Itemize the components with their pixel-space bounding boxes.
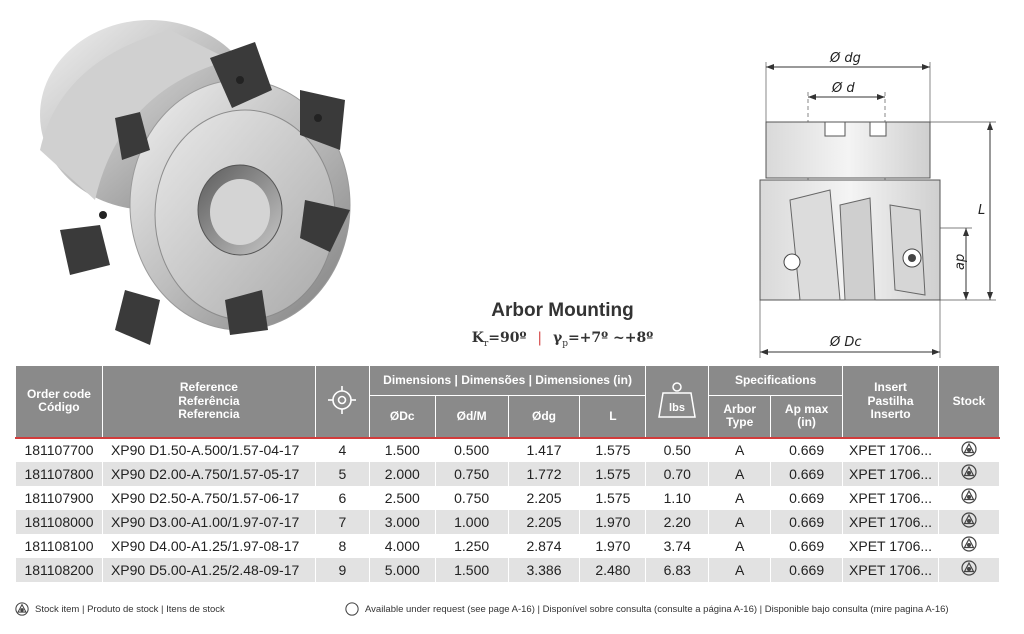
cell-dg: 2.205 <box>508 510 580 534</box>
table-row <box>16 438 1000 462</box>
cell-stock <box>939 486 1000 510</box>
legend-stock-text: Stock item | Produto de stock | Itens de stock <box>35 603 225 615</box>
cell-code: 181107700 <box>16 438 103 462</box>
cell-code: 181107900 <box>16 486 103 510</box>
kappa-symbol: K <box>471 330 484 346</box>
cell-dc: 2.000 <box>369 462 435 486</box>
cell-ap: 0.669 <box>771 534 843 558</box>
cell-teeth: 4 <box>315 438 369 462</box>
cell-arbor: A <box>709 510 771 534</box>
cell-l: 1.575 <box>580 438 646 462</box>
cell-insert: XPET 1706... <box>843 510 939 534</box>
cell-dm: 1.000 <box>435 510 508 534</box>
cell-arbor: A <box>709 438 771 462</box>
table-row <box>16 510 1000 534</box>
cell-dg: 2.874 <box>508 534 580 558</box>
cell-code: 181107800 <box>16 462 103 486</box>
header-arbor-type: Arbor Type <box>709 396 771 438</box>
section-title: Arbor Mounting <box>491 300 634 321</box>
header-teeth <box>315 366 369 438</box>
cell-stock <box>939 558 1000 582</box>
cell-dm: 1.250 <box>435 534 508 558</box>
header-weight <box>646 366 709 438</box>
header-insert: Insert Pastilha Inserto <box>843 366 939 438</box>
header-specifications: Specifications <box>709 366 843 396</box>
header-dc: ØDc <box>369 396 435 438</box>
cell-dc: 1.500 <box>369 438 435 462</box>
cell-ap: 0.669 <box>771 438 843 462</box>
gamma-symbol: γ <box>552 330 563 346</box>
angle-spec <box>450 330 675 349</box>
spec-table <box>15 365 1000 582</box>
cell-code: 181108200 <box>16 558 103 582</box>
cell-l: 1.970 <box>580 534 646 558</box>
cell-dg: 3.386 <box>508 558 580 582</box>
L-label: L <box>978 203 986 218</box>
cell-lbs: 1.10 <box>646 486 709 510</box>
header-ap-max: Ap max (in) <box>771 396 843 438</box>
stock-item-icon <box>961 512 977 528</box>
cell-lbs: 2.20 <box>646 510 709 534</box>
cell-dm: 0.750 <box>435 486 508 510</box>
gamma-value: =+7º ~+8º <box>567 330 654 346</box>
cell-teeth: 9 <box>315 558 369 582</box>
cell-lbs: 0.50 <box>646 438 709 462</box>
cell-reference: XP90 D5.00-A1.25/2.48-09-17 <box>102 558 315 582</box>
ap-label: ap <box>953 253 968 270</box>
header-order-code: Order code Código <box>16 366 103 438</box>
cell-stock <box>939 438 1000 462</box>
cell-dc: 3.000 <box>369 510 435 534</box>
kappa-sub: r <box>483 338 489 349</box>
legend-request <box>345 602 949 616</box>
weight-unit: lbs <box>669 401 686 414</box>
legend-stock <box>15 602 225 616</box>
cell-dc: 4.000 <box>369 534 435 558</box>
cell-code: 181108100 <box>16 534 103 558</box>
cell-insert: XPET 1706... <box>843 486 939 510</box>
cell-dm: 1.500 <box>435 558 508 582</box>
cell-l: 1.575 <box>580 486 646 510</box>
Dc-label: Ø Dc <box>830 335 862 350</box>
cell-arbor: A <box>709 558 771 582</box>
cell-ap: 0.669 <box>771 510 843 534</box>
cell-insert: XPET 1706... <box>843 558 939 582</box>
technical-drawing <box>760 51 996 358</box>
cell-dm: 0.750 <box>435 462 508 486</box>
gamma-sub: p <box>562 338 568 349</box>
table-row <box>16 462 1000 486</box>
cell-ap: 0.669 <box>771 558 843 582</box>
table-row <box>16 486 1000 510</box>
header-dimensions: Dimensions | Dimensões | Dimensiones (in) <box>369 366 646 396</box>
cell-insert: XPET 1706... <box>843 438 939 462</box>
d-label: Ø d <box>832 81 855 96</box>
stock-item-icon <box>961 560 977 576</box>
table-row <box>16 558 1000 582</box>
cell-dg: 1.417 <box>508 438 580 462</box>
cell-dg: 1.772 <box>508 462 580 486</box>
cell-reference: XP90 D2.00-A.750/1.57-05-17 <box>102 462 315 486</box>
header-dm: Ød/M <box>435 396 508 438</box>
cell-teeth: 6 <box>315 486 369 510</box>
cell-teeth: 5 <box>315 462 369 486</box>
cell-dg: 2.205 <box>508 486 580 510</box>
on-request-icon <box>345 602 359 616</box>
section-heading <box>450 300 675 349</box>
cell-reference: XP90 D1.50-A.500/1.57-04-17 <box>102 438 315 462</box>
cell-l: 2.480 <box>580 558 646 582</box>
cell-insert: XPET 1706... <box>843 534 939 558</box>
cell-arbor: A <box>709 534 771 558</box>
cell-ap: 0.669 <box>771 462 843 486</box>
cell-reference: XP90 D4.00-A1.25/1.97-08-17 <box>102 534 315 558</box>
cell-insert: XPET 1706... <box>843 462 939 486</box>
cell-stock <box>939 510 1000 534</box>
header-reference: Reference Referência Referencia <box>102 366 315 438</box>
cell-dc: 5.000 <box>369 558 435 582</box>
cell-stock <box>939 462 1000 486</box>
table-row <box>16 534 1000 558</box>
cell-teeth: 8 <box>315 534 369 558</box>
stock-item-icon <box>961 464 977 480</box>
cell-l: 1.575 <box>580 462 646 486</box>
kappa-value: =90º <box>488 330 527 346</box>
cell-lbs: 3.74 <box>646 534 709 558</box>
cell-teeth: 7 <box>315 510 369 534</box>
milling-cutter-photo <box>40 20 350 345</box>
cell-arbor: A <box>709 462 771 486</box>
stock-item-icon <box>961 488 977 504</box>
cell-dc: 2.500 <box>369 486 435 510</box>
cell-ap: 0.669 <box>771 486 843 510</box>
header-stock: Stock <box>939 366 1000 438</box>
legend-request-text: Available under request (see page A-16) | Disponível sobre consulta (consulte a página A-16) | Disponible bajo consulta (mire pagina A-16) <box>365 603 949 615</box>
cell-reference: XP90 D2.50-A.750/1.57-06-17 <box>102 486 315 510</box>
cell-lbs: 0.70 <box>646 462 709 486</box>
angle-separator: | <box>537 330 543 346</box>
cell-stock <box>939 534 1000 558</box>
stock-item-icon <box>15 602 29 616</box>
cell-arbor: A <box>709 486 771 510</box>
header-l: L <box>580 396 646 438</box>
cell-dm: 0.500 <box>435 438 508 462</box>
header-dg: Ødg <box>508 396 580 438</box>
stock-item-icon <box>961 536 977 552</box>
cell-lbs: 6.83 <box>646 558 709 582</box>
cell-code: 181108000 <box>16 510 103 534</box>
cell-reference: XP90 D3.00-A1.00/1.97-07-17 <box>102 510 315 534</box>
teeth-count-icon <box>326 384 358 416</box>
cell-l: 1.970 <box>580 510 646 534</box>
weight-icon <box>657 381 697 419</box>
dg-label: Ø dg <box>830 51 861 66</box>
stock-item-icon <box>961 441 977 457</box>
